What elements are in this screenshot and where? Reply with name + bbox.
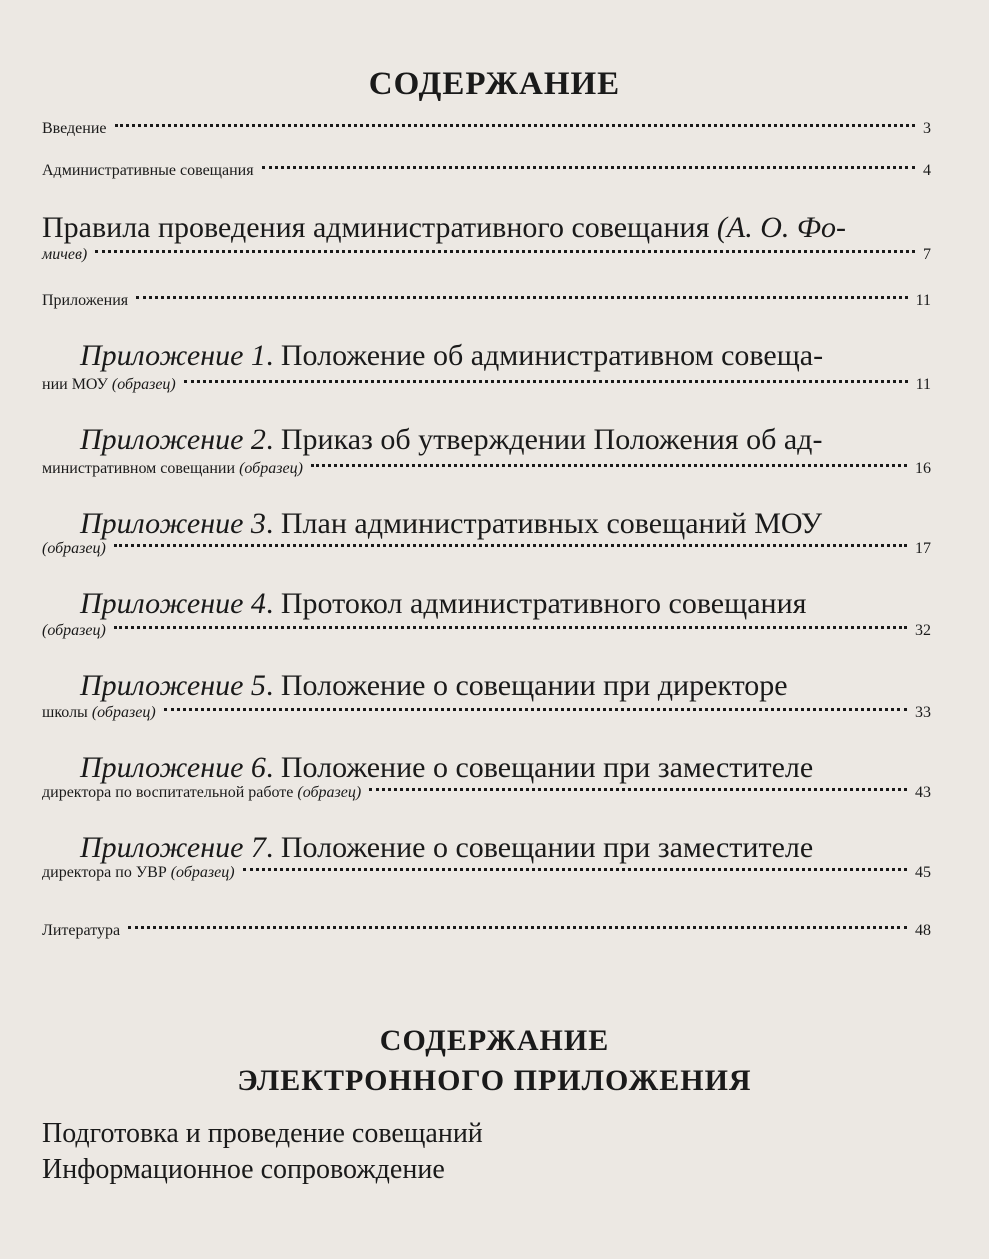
toc-entry-title: . План административных совещаний МОУ <box>265 507 823 540</box>
toc-entry-title: . Положение об административном совеща- <box>265 339 824 372</box>
toc-entry-app6-line2 <box>42 784 931 828</box>
toc-entry-admin-meetings <box>42 162 931 206</box>
toc-page-number: 43 <box>915 784 931 801</box>
toc-entry-app4-line1 <box>80 582 806 626</box>
toc-page-number: 48 <box>915 922 931 939</box>
dot-leader <box>262 166 915 169</box>
toc-entry-title-cont: школы (образец) <box>42 704 156 721</box>
toc-page-number: 11 <box>915 376 931 393</box>
toc-entry-title: . Положение о совещании при заместителе <box>265 831 814 864</box>
dot-leader <box>115 124 916 127</box>
toc-page-number: 33 <box>915 704 931 721</box>
sample-note: (образец) <box>297 784 362 801</box>
toc-entry-app1-line2 <box>42 376 931 420</box>
dot-leader <box>136 296 907 299</box>
toc-entry-app5-line2 <box>42 704 931 748</box>
dot-leader <box>369 788 907 791</box>
electronic-appendix-heading: ЭЛЕКТРОННОГО ПРИЛОЖЕНИЯ <box>237 1064 752 1097</box>
toc-entry-rules-line2 <box>42 246 931 290</box>
dot-leader <box>95 250 915 253</box>
sample-note: (образец) <box>239 460 303 477</box>
appendix-label: Приложение 5 <box>80 669 266 702</box>
dot-leader <box>128 926 907 929</box>
toc-entry-appendices <box>42 292 931 336</box>
toc-entry-title-cont: министративном совещании (образец) <box>42 460 303 477</box>
sample-note: (образец) <box>170 864 235 881</box>
toc-entry-app2-line1 <box>80 418 822 462</box>
toc-page-number: 7 <box>923 246 931 263</box>
toc-entry-literature <box>42 922 931 966</box>
toc-entry-title: . Протокол административного совещания <box>265 587 807 620</box>
electronic-item: Информационное сопровождение <box>42 1154 445 1185</box>
dot-leader <box>184 380 908 383</box>
toc-entry-title: . Положение о совещании при директоре <box>265 669 788 702</box>
toc-entry-intro <box>42 120 931 164</box>
appendix-label: Приложение 6 <box>80 751 266 784</box>
sample-note: (образец) <box>42 622 106 639</box>
toc-page-number: 32 <box>915 622 931 639</box>
dot-leader <box>164 708 907 711</box>
electronic-item: Подготовка и проведение совещаний <box>42 1118 483 1149</box>
toc-entry-title-cont: директора по воспитательной работе (образец) <box>42 784 362 801</box>
sample-note: (образец) <box>111 376 176 393</box>
dot-leader <box>311 464 907 467</box>
toc-entry-app4-line2 <box>42 622 931 666</box>
appendix-label: Приложение 3 <box>80 507 266 540</box>
toc-page-number: 17 <box>915 540 931 557</box>
sample-note: (образец) <box>42 540 106 557</box>
dot-leader <box>114 626 907 629</box>
dot-leader <box>114 544 907 547</box>
toc-entry-title: Правила проведения административного совещания <box>42 211 717 244</box>
toc-entry-app1-line1 <box>80 334 823 378</box>
toc-entry-title: Введение <box>42 120 107 137</box>
toc-entry-author: (А. О. Фо- <box>716 211 846 244</box>
toc-entry-app3-line2 <box>42 540 931 584</box>
toc-page-number: 11 <box>915 292 931 309</box>
contents-heading: СОДЕРЖАНИЕ <box>368 66 621 102</box>
dot-leader <box>243 868 907 871</box>
toc-entry-title: Административные совещания <box>42 162 254 179</box>
toc-page-number: 45 <box>915 864 931 881</box>
toc-entry-app2-line2 <box>42 460 931 504</box>
toc-entry-title-cont: директора по УВР (образец) <box>42 864 235 881</box>
electronic-contents-heading: СОДЕРЖАНИЕ <box>379 1024 610 1057</box>
appendix-label: Приложение 1 <box>80 339 266 372</box>
appendix-label: Приложение 2 <box>80 423 266 456</box>
toc-page-number: 4 <box>923 162 931 179</box>
toc-entry-title: . Приказ об утверждении Положения об ад- <box>265 423 823 456</box>
toc-entry-author: мичев) <box>42 246 88 263</box>
toc-page-number: 16 <box>915 460 931 477</box>
toc-entry-app7-line2 <box>42 864 931 908</box>
toc-entry-title-cont: нии МОУ (образец) <box>42 376 176 393</box>
toc-page-number: 3 <box>923 120 931 137</box>
appendix-label: Приложение 4 <box>80 587 266 620</box>
toc-entry-title: . Положение о совещании при заместителе <box>265 751 814 784</box>
toc-entry-title: Литература <box>42 922 121 939</box>
toc-entry-app5-line1 <box>80 664 788 708</box>
toc-entry-rules-line1 <box>42 206 846 250</box>
appendix-label: Приложение 7 <box>80 831 266 864</box>
toc-entry-title: Приложения <box>42 292 129 309</box>
sample-note: (образец) <box>91 704 156 721</box>
